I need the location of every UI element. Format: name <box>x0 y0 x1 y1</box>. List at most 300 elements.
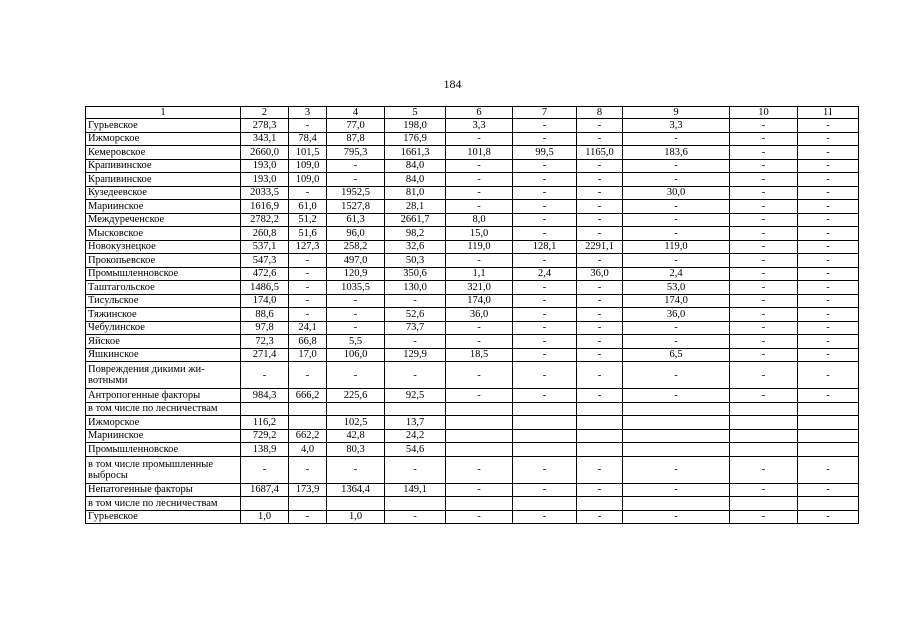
table-cell: 174,0 <box>241 294 289 308</box>
table-cell: - <box>577 159 623 173</box>
row-label: Прокопьевское <box>86 254 241 268</box>
table-row <box>86 173 859 187</box>
table-cell: - <box>446 159 513 173</box>
table-cell: 350,6 <box>385 267 446 281</box>
table-cell: - <box>730 159 798 173</box>
table-cell: - <box>577 335 623 349</box>
table-cell: - <box>798 483 859 497</box>
table-cell: - <box>289 254 327 268</box>
table-cell: 24,1 <box>289 321 327 335</box>
table-cell: 97,8 <box>241 321 289 335</box>
table-row <box>86 362 859 389</box>
table-cell: 193,0 <box>241 159 289 173</box>
table-cell: - <box>798 294 859 308</box>
table-cell: - <box>798 335 859 349</box>
table-cell: 472,6 <box>241 267 289 281</box>
table-cell: 3,3 <box>446 119 513 133</box>
table-cell: - <box>327 173 385 187</box>
table-cell <box>446 429 513 443</box>
table-cell: - <box>577 132 623 146</box>
table-cell: - <box>446 389 513 403</box>
table-row <box>86 443 859 457</box>
row-label: Мариинское <box>86 200 241 214</box>
table-cell: 130,0 <box>385 281 446 295</box>
table-cell: - <box>798 132 859 146</box>
table-cell: - <box>798 119 859 133</box>
table-row <box>86 200 859 214</box>
table-cell: - <box>577 321 623 335</box>
table-cell: 17,0 <box>289 348 327 362</box>
row-label: в том числе промышленные выбросы <box>86 456 241 483</box>
table-cell <box>385 402 446 416</box>
table-cell: - <box>730 173 798 187</box>
table-cell: - <box>577 173 623 187</box>
table-cell: - <box>289 510 327 524</box>
table-cell: 119,0 <box>446 240 513 254</box>
table-cell: 52,6 <box>385 308 446 322</box>
table-row <box>86 213 859 227</box>
table-cell: 102,5 <box>327 416 385 430</box>
table-cell: 28,1 <box>385 200 446 214</box>
table-cell <box>798 443 859 457</box>
table-cell: - <box>446 254 513 268</box>
table-cell: 66,8 <box>289 335 327 349</box>
table-cell: - <box>289 186 327 200</box>
row-label: Чебулинское <box>86 321 241 335</box>
table-cell: - <box>577 186 623 200</box>
table-cell: - <box>327 456 385 483</box>
table-cell: - <box>730 389 798 403</box>
table-cell <box>513 497 577 511</box>
table-cell: 1616,9 <box>241 200 289 214</box>
table-cell: - <box>730 483 798 497</box>
table-cell: 1035,5 <box>327 281 385 295</box>
table-cell: - <box>730 213 798 227</box>
table-cell: 1952,5 <box>327 186 385 200</box>
table-cell: - <box>798 456 859 483</box>
table-cell: 2660,0 <box>241 146 289 160</box>
row-label: Гурьевское <box>86 119 241 133</box>
table-cell: - <box>623 335 730 349</box>
table-cell: 120,9 <box>327 267 385 281</box>
table-cell: 1,1 <box>446 267 513 281</box>
column-header: 3 <box>289 107 327 119</box>
row-label: Ижморское <box>86 132 241 146</box>
table-cell: - <box>446 335 513 349</box>
table-cell: - <box>798 186 859 200</box>
table-cell: 497,0 <box>327 254 385 268</box>
table-cell: - <box>623 483 730 497</box>
row-label: Крапивинское <box>86 173 241 187</box>
table-cell: - <box>730 227 798 241</box>
table-cell: - <box>577 308 623 322</box>
page-number: 184 <box>443 77 462 91</box>
table-cell <box>623 416 730 430</box>
table-cell: - <box>513 456 577 483</box>
row-label: Кузедеевское <box>86 186 241 200</box>
table-cell: - <box>446 186 513 200</box>
table-cell: - <box>730 456 798 483</box>
table-cell: 149,1 <box>385 483 446 497</box>
table-cell: - <box>798 348 859 362</box>
table-cell: - <box>623 132 730 146</box>
table-cell: 77,0 <box>327 119 385 133</box>
table-cell: 106,0 <box>327 348 385 362</box>
table-cell: - <box>577 456 623 483</box>
table-cell: 92,5 <box>385 389 446 403</box>
table-cell: 260,8 <box>241 227 289 241</box>
table-cell <box>730 429 798 443</box>
table-cell: - <box>730 200 798 214</box>
table-cell: - <box>798 267 859 281</box>
table-cell <box>798 402 859 416</box>
table-cell: - <box>446 483 513 497</box>
table-cell: - <box>798 254 859 268</box>
table-cell: - <box>289 267 327 281</box>
table-cell: - <box>513 200 577 214</box>
table-cell: - <box>730 335 798 349</box>
table-row <box>86 159 859 173</box>
table-cell <box>577 429 623 443</box>
table-cell: 2,4 <box>623 267 730 281</box>
table-cell: 1,0 <box>241 510 289 524</box>
row-label: Кемеровское <box>86 146 241 160</box>
column-header: 5 <box>385 107 446 119</box>
table-cell: - <box>446 173 513 187</box>
table-cell <box>730 402 798 416</box>
table-row <box>86 227 859 241</box>
table-cell: 174,0 <box>623 294 730 308</box>
table-cell: - <box>623 321 730 335</box>
table-cell: - <box>730 362 798 389</box>
table-cell: - <box>513 281 577 295</box>
table-header-row <box>86 107 859 119</box>
data-table <box>85 106 859 524</box>
table-row <box>86 294 859 308</box>
table-row <box>86 186 859 200</box>
table-cell: - <box>513 335 577 349</box>
table-cell: - <box>730 267 798 281</box>
table-cell: - <box>289 281 327 295</box>
table-cell: - <box>623 254 730 268</box>
table-cell: - <box>289 456 327 483</box>
table-cell <box>446 402 513 416</box>
table-cell <box>798 497 859 511</box>
table-cell: 13,7 <box>385 416 446 430</box>
table-cell: 127,3 <box>289 240 327 254</box>
table-cell: 174,0 <box>446 294 513 308</box>
table-cell: - <box>730 132 798 146</box>
table-cell: - <box>623 200 730 214</box>
table-cell: 101,8 <box>446 146 513 160</box>
table-row <box>86 254 859 268</box>
table-cell: 42,8 <box>327 429 385 443</box>
table-cell: - <box>385 510 446 524</box>
table-cell: - <box>798 173 859 187</box>
table-cell <box>446 416 513 430</box>
table-cell <box>327 497 385 511</box>
table-cell: - <box>513 227 577 241</box>
table-cell: 1486,5 <box>241 281 289 295</box>
table-row <box>86 483 859 497</box>
table-cell: - <box>327 362 385 389</box>
table-cell: 30,0 <box>623 186 730 200</box>
table-row <box>86 402 859 416</box>
table-cell <box>513 443 577 457</box>
table-cell: - <box>513 321 577 335</box>
table-cell: - <box>446 456 513 483</box>
table-cell <box>513 402 577 416</box>
table-cell: 795,3 <box>327 146 385 160</box>
table-cell: - <box>730 254 798 268</box>
column-header: 1 <box>86 107 241 119</box>
table-cell <box>241 497 289 511</box>
row-label: Тисульское <box>86 294 241 308</box>
table-cell: - <box>623 510 730 524</box>
table-cell: - <box>327 159 385 173</box>
table-cell <box>327 402 385 416</box>
table-cell: 36,0 <box>446 308 513 322</box>
table-cell <box>623 497 730 511</box>
table-cell: 18,5 <box>446 348 513 362</box>
table-cell: - <box>623 362 730 389</box>
table-cell: - <box>577 254 623 268</box>
table-cell: 54,6 <box>385 443 446 457</box>
table-cell: 1527,8 <box>327 200 385 214</box>
table-cell <box>623 443 730 457</box>
table-cell: 3,3 <box>623 119 730 133</box>
table-cell <box>577 497 623 511</box>
table-cell: 51,2 <box>289 213 327 227</box>
table-cell: - <box>327 308 385 322</box>
table-row <box>86 389 859 403</box>
table-cell: 138,9 <box>241 443 289 457</box>
table-cell: 343,1 <box>241 132 289 146</box>
table-cell: 128,1 <box>513 240 577 254</box>
table-cell: - <box>513 159 577 173</box>
table-cell: 61,3 <box>327 213 385 227</box>
row-label: Яшкинское <box>86 348 241 362</box>
table-cell: 1687,4 <box>241 483 289 497</box>
table-cell: 87,8 <box>327 132 385 146</box>
table-cell: - <box>730 321 798 335</box>
table-cell: - <box>241 456 289 483</box>
table-cell: - <box>513 213 577 227</box>
column-header: 9 <box>623 107 730 119</box>
table-cell <box>730 416 798 430</box>
row-label: Антропогенные факторы <box>86 389 241 403</box>
table-cell: 173,9 <box>289 483 327 497</box>
table-cell: - <box>798 308 859 322</box>
table-row <box>86 348 859 362</box>
table-cell: - <box>623 173 730 187</box>
table-cell: 1364,4 <box>327 483 385 497</box>
table-cell: 78,4 <box>289 132 327 146</box>
table-cell <box>289 497 327 511</box>
column-header: 6 <box>446 107 513 119</box>
table-cell: - <box>798 159 859 173</box>
table-cell: - <box>513 173 577 187</box>
table-row <box>86 308 859 322</box>
table-body <box>86 107 859 524</box>
table-cell: - <box>513 119 577 133</box>
row-label: Повреждения дикими жи-вотными <box>86 362 241 389</box>
table-row <box>86 240 859 254</box>
table-cell: - <box>513 186 577 200</box>
column-header: 7 <box>513 107 577 119</box>
table-cell: - <box>513 294 577 308</box>
table-cell: 36,0 <box>623 308 730 322</box>
table-cell: - <box>577 213 623 227</box>
table-cell: - <box>577 294 623 308</box>
table-cell: - <box>289 119 327 133</box>
table-cell: - <box>513 510 577 524</box>
table-cell: 32,6 <box>385 240 446 254</box>
table-cell: 109,0 <box>289 159 327 173</box>
table-cell <box>513 416 577 430</box>
table-row <box>86 456 859 483</box>
table-cell: 84,0 <box>385 159 446 173</box>
table-cell: - <box>513 362 577 389</box>
table-cell: - <box>730 240 798 254</box>
table-cell: - <box>730 510 798 524</box>
table-cell: - <box>798 510 859 524</box>
table-row <box>86 281 859 295</box>
table-cell: 666,2 <box>289 389 327 403</box>
table-cell: - <box>798 213 859 227</box>
table-cell: 129,9 <box>385 348 446 362</box>
column-header: 10 <box>730 107 798 119</box>
table-row <box>86 119 859 133</box>
table-cell: 99,5 <box>513 146 577 160</box>
table-cell: - <box>623 389 730 403</box>
table-cell: 6,5 <box>623 348 730 362</box>
table-cell <box>623 402 730 416</box>
table-cell: - <box>798 389 859 403</box>
table-cell: 5,5 <box>327 335 385 349</box>
table-cell: - <box>385 335 446 349</box>
table-cell: 2661,7 <box>385 213 446 227</box>
table-cell <box>730 497 798 511</box>
column-header: 11 <box>798 107 859 119</box>
table-cell <box>241 402 289 416</box>
table-cell: - <box>385 362 446 389</box>
table-cell: - <box>446 510 513 524</box>
table-cell: - <box>577 362 623 389</box>
table-cell: 80,3 <box>327 443 385 457</box>
table-cell: 4,0 <box>289 443 327 457</box>
table-cell: 2291,1 <box>577 240 623 254</box>
table-cell: - <box>577 510 623 524</box>
table-cell: - <box>327 294 385 308</box>
table-cell: - <box>798 281 859 295</box>
row-label: Яйское <box>86 335 241 349</box>
table-cell: 2782,2 <box>241 213 289 227</box>
table-cell: 73,7 <box>385 321 446 335</box>
table-cell: 101,5 <box>289 146 327 160</box>
row-label: Крапивинское <box>86 159 241 173</box>
table-cell: 2033,5 <box>241 186 289 200</box>
table-row <box>86 321 859 335</box>
table-cell <box>798 429 859 443</box>
table-cell: - <box>577 119 623 133</box>
row-label: в том числе по лесничествам <box>86 497 241 511</box>
table-cell: - <box>513 132 577 146</box>
row-label: Ижморское <box>86 416 241 430</box>
table-cell: - <box>730 186 798 200</box>
table-cell: 547,3 <box>241 254 289 268</box>
table-cell: - <box>730 308 798 322</box>
column-header: 4 <box>327 107 385 119</box>
table-row <box>86 497 859 511</box>
table-cell: - <box>289 294 327 308</box>
table-cell: 88,6 <box>241 308 289 322</box>
table-cell: 2,4 <box>513 267 577 281</box>
table-cell: - <box>513 348 577 362</box>
table-cell: 198,0 <box>385 119 446 133</box>
table-cell: - <box>577 227 623 241</box>
table-cell: - <box>289 308 327 322</box>
row-label: в том числе по лесничествам <box>86 402 241 416</box>
table-cell: 119,0 <box>623 240 730 254</box>
table-cell <box>577 443 623 457</box>
table-cell: 1661,3 <box>385 146 446 160</box>
table-cell: 15,0 <box>446 227 513 241</box>
row-label: Мысковское <box>86 227 241 241</box>
table-cell: 8,0 <box>446 213 513 227</box>
table-cell <box>385 497 446 511</box>
table-cell: - <box>577 389 623 403</box>
table-cell: - <box>385 456 446 483</box>
table-cell: - <box>798 321 859 335</box>
table-cell <box>623 429 730 443</box>
row-label: Новокузнецкое <box>86 240 241 254</box>
table-cell: 98,2 <box>385 227 446 241</box>
table-cell: 96,0 <box>327 227 385 241</box>
table-cell: - <box>730 146 798 160</box>
table-row <box>86 132 859 146</box>
table-cell: - <box>623 456 730 483</box>
table-cell: 984,3 <box>241 389 289 403</box>
table-cell: 183,6 <box>623 146 730 160</box>
table-cell: 109,0 <box>289 173 327 187</box>
column-header: 8 <box>577 107 623 119</box>
table-cell: 53,0 <box>623 281 730 295</box>
table-cell: - <box>577 483 623 497</box>
table-cell: - <box>798 227 859 241</box>
table-cell <box>446 443 513 457</box>
table-cell: 1,0 <box>327 510 385 524</box>
table-cell: - <box>446 132 513 146</box>
table-cell: 278,3 <box>241 119 289 133</box>
row-label: Гурьевское <box>86 510 241 524</box>
table-cell: - <box>577 348 623 362</box>
table-cell: 72,3 <box>241 335 289 349</box>
table-cell: 225,6 <box>327 389 385 403</box>
table-cell: 51,6 <box>289 227 327 241</box>
table-row <box>86 146 859 160</box>
row-label: Промышленновское <box>86 443 241 457</box>
table-cell: - <box>241 362 289 389</box>
row-label: Непатогенные факторы <box>86 483 241 497</box>
table-cell: - <box>577 281 623 295</box>
row-label: Таштагольское <box>86 281 241 295</box>
table-row <box>86 510 859 524</box>
table-cell <box>513 429 577 443</box>
table-cell: - <box>623 213 730 227</box>
row-label: Тяжинское <box>86 308 241 322</box>
row-label: Промышленновское <box>86 267 241 281</box>
